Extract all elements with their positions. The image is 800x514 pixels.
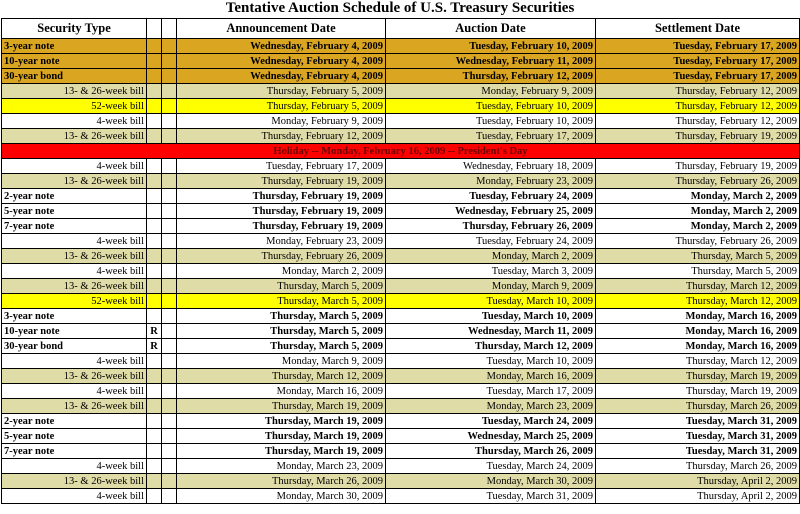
reopening-flag-cell	[147, 429, 162, 444]
announcement-date-cell: Wednesday, February 4, 2009	[177, 69, 386, 84]
security-type-cell: 10-year note	[2, 54, 147, 69]
reopening-flag-cell	[147, 129, 162, 144]
table-row	[2, 384, 800, 399]
table-row	[2, 294, 800, 309]
settlement-date-cell: Thursday, April 2, 2009	[596, 474, 800, 489]
blank-cell	[162, 204, 177, 219]
settlement-date-cell: Thursday, February 12, 2009	[596, 84, 800, 99]
settlement-date-cell: Tuesday, February 17, 2009	[596, 54, 800, 69]
blank-cell	[162, 294, 177, 309]
announcement-date-cell: Thursday, March 19, 2009	[177, 399, 386, 414]
blank-cell	[162, 384, 177, 399]
auction-date-cell: Tuesday, March 3, 2009	[386, 264, 596, 279]
table-row	[2, 174, 800, 189]
reopening-flag-cell	[147, 369, 162, 384]
table-row	[2, 459, 800, 474]
settlement-date-cell: Monday, March 2, 2009	[596, 189, 800, 204]
blank-cell	[162, 189, 177, 204]
auction-date-cell: Tuesday, March 31, 2009	[386, 489, 596, 504]
auction-date-cell: Tuesday, February 24, 2009	[386, 189, 596, 204]
reopening-flag-cell	[147, 114, 162, 129]
blank-cell	[162, 414, 177, 429]
blank-cell	[162, 39, 177, 54]
announcement-date-cell: Thursday, February 5, 2009	[177, 99, 386, 114]
announcement-date-cell: Thursday, March 26, 2009	[177, 474, 386, 489]
reopening-flag-cell	[147, 399, 162, 414]
settlement-date-cell: Tuesday, March 31, 2009	[596, 444, 800, 459]
reopening-flag-cell	[147, 189, 162, 204]
blank-cell	[162, 444, 177, 459]
blank-cell	[162, 129, 177, 144]
reopening-flag-cell	[147, 354, 162, 369]
security-type-cell: 4-week bill	[2, 114, 147, 129]
security-type-cell: 10-year note	[2, 324, 147, 339]
table-row	[2, 189, 800, 204]
announcement-date-cell: Thursday, March 5, 2009	[177, 309, 386, 324]
header-row	[2, 19, 800, 39]
table-row	[2, 489, 800, 504]
holiday-row	[2, 144, 800, 159]
security-type-cell: 5-year note	[2, 429, 147, 444]
settlement-date-cell: Tuesday, February 17, 2009	[596, 69, 800, 84]
security-type-cell: 13- & 26-week bill	[2, 399, 147, 414]
reopening-flag-cell	[147, 249, 162, 264]
announcement-date-cell: Thursday, March 12, 2009	[177, 369, 386, 384]
announcement-date-cell: Wednesday, February 4, 2009	[177, 54, 386, 69]
table-row	[2, 444, 800, 459]
security-type-cell: 7-year note	[2, 444, 147, 459]
settlement-date-cell: Thursday, March 5, 2009	[596, 264, 800, 279]
table-row	[2, 339, 800, 354]
settlement-date-cell: Thursday, March 26, 2009	[596, 459, 800, 474]
reopening-flag-cell	[147, 279, 162, 294]
blank-cell	[162, 399, 177, 414]
table-row	[2, 84, 800, 99]
auction-date-cell: Thursday, March 26, 2009	[386, 444, 596, 459]
reopening-flag-cell	[147, 489, 162, 504]
blank-cell	[162, 459, 177, 474]
settlement-date-cell: Monday, March 16, 2009	[596, 309, 800, 324]
blank-cell	[162, 69, 177, 84]
auction-schedule-table	[1, 18, 800, 504]
reopening-flag-cell	[147, 264, 162, 279]
blank-cell	[162, 354, 177, 369]
announcement-date-cell: Thursday, March 5, 2009	[177, 279, 386, 294]
auction-date-cell: Monday, February 23, 2009	[386, 174, 596, 189]
security-type-cell: 30-year bond	[2, 339, 147, 354]
holiday-notice: Holiday -- Monday, February 16, 2009 -- President's Day	[2, 144, 800, 159]
table-row	[2, 39, 800, 54]
announcement-date-cell: Monday, March 16, 2009	[177, 384, 386, 399]
blank-cell	[162, 339, 177, 354]
auction-date-cell: Thursday, March 12, 2009	[386, 339, 596, 354]
blank-cell	[162, 309, 177, 324]
auction-date-cell: Tuesday, March 10, 2009	[386, 309, 596, 324]
announcement-date-cell: Thursday, March 19, 2009	[177, 444, 386, 459]
reopening-flag-cell	[147, 294, 162, 309]
settlement-date-cell: Thursday, April 2, 2009	[596, 489, 800, 504]
auction-date-cell: Wednesday, February 25, 2009	[386, 204, 596, 219]
announcement-date-cell: Thursday, March 19, 2009	[177, 429, 386, 444]
security-type-cell: 13- & 26-week bill	[2, 369, 147, 384]
table-row	[2, 264, 800, 279]
security-type-cell: 4-week bill	[2, 264, 147, 279]
settlement-date-cell: Thursday, March 12, 2009	[596, 354, 800, 369]
page-title: Tentative Auction Schedule of U.S. Treasury Securities	[225, 0, 575, 16]
reopening-flag-cell	[147, 174, 162, 189]
announcement-date-cell: Thursday, March 19, 2009	[177, 414, 386, 429]
table-row	[2, 324, 800, 339]
settlement-date-cell: Thursday, February 26, 2009	[596, 234, 800, 249]
settlement-date-cell: Thursday, March 5, 2009	[596, 249, 800, 264]
reopening-flag-cell	[147, 459, 162, 474]
settlement-date-cell: Tuesday, March 31, 2009	[596, 414, 800, 429]
settlement-date-cell: Thursday, February 19, 2009	[596, 159, 800, 174]
reopening-flag-cell: R	[147, 339, 162, 354]
auction-date-cell: Wednesday, March 11, 2009	[386, 324, 596, 339]
settlement-date-cell: Thursday, February 19, 2009	[596, 129, 800, 144]
security-type-cell: 30-year bond	[2, 69, 147, 84]
announcement-date-cell: Monday, February 23, 2009	[177, 234, 386, 249]
security-type-cell: 2-year note	[2, 414, 147, 429]
security-type-cell: 5-year note	[2, 204, 147, 219]
blank-cell	[162, 369, 177, 384]
auction-date-cell: Tuesday, February 10, 2009	[386, 99, 596, 114]
table-row	[2, 54, 800, 69]
security-type-cell: 52-week bill	[2, 294, 147, 309]
announcement-date-cell: Thursday, March 5, 2009	[177, 294, 386, 309]
table-row	[2, 414, 800, 429]
reopening-flag-cell	[147, 159, 162, 174]
security-type-cell: 13- & 26-week bill	[2, 84, 147, 99]
auction-date-cell: Tuesday, March 24, 2009	[386, 459, 596, 474]
auction-date-cell: Monday, March 9, 2009	[386, 279, 596, 294]
blank-cell	[162, 489, 177, 504]
table-row	[2, 429, 800, 444]
announcement-date-cell: Monday, March 9, 2009	[177, 354, 386, 369]
security-type-cell: 13- & 26-week bill	[2, 129, 147, 144]
blank-cell	[162, 264, 177, 279]
security-type-cell: 13- & 26-week bill	[2, 474, 147, 489]
announcement-date-cell: Thursday, February 26, 2009	[177, 249, 386, 264]
settlement-date-cell: Thursday, March 12, 2009	[596, 279, 800, 294]
announcement-date-cell: Thursday, February 5, 2009	[177, 84, 386, 99]
header-security-type: Security Type	[2, 19, 147, 39]
table-row	[2, 69, 800, 84]
settlement-date-cell: Thursday, March 12, 2009	[596, 294, 800, 309]
reopening-flag-cell	[147, 309, 162, 324]
table-row	[2, 249, 800, 264]
settlement-date-cell: Thursday, March 19, 2009	[596, 369, 800, 384]
table-row	[2, 204, 800, 219]
schedule-body	[2, 39, 800, 504]
blank-cell	[162, 219, 177, 234]
auction-date-cell: Tuesday, February 10, 2009	[386, 39, 596, 54]
auction-date-cell: Monday, March 16, 2009	[386, 369, 596, 384]
reopening-flag-cell	[147, 54, 162, 69]
reopening-flag-cell	[147, 414, 162, 429]
blank-cell	[162, 279, 177, 294]
security-type-cell: 4-week bill	[2, 159, 147, 174]
auction-date-cell: Tuesday, March 17, 2009	[386, 384, 596, 399]
settlement-date-cell: Monday, March 16, 2009	[596, 324, 800, 339]
announcement-date-cell: Thursday, February 19, 2009	[177, 219, 386, 234]
blank-cell	[162, 159, 177, 174]
settlement-date-cell: Tuesday, March 31, 2009	[596, 429, 800, 444]
auction-date-cell: Tuesday, February 10, 2009	[386, 114, 596, 129]
blank-cell	[162, 54, 177, 69]
settlement-date-cell: Thursday, March 19, 2009	[596, 384, 800, 399]
blank-cell	[162, 114, 177, 129]
blank-cell	[162, 324, 177, 339]
settlement-date-cell: Thursday, February 12, 2009	[596, 99, 800, 114]
auction-date-cell: Wednesday, February 18, 2009	[386, 159, 596, 174]
security-type-cell: 4-week bill	[2, 489, 147, 504]
auction-date-cell: Thursday, February 12, 2009	[386, 69, 596, 84]
announcement-date-cell: Thursday, March 5, 2009	[177, 339, 386, 354]
security-type-cell: 4-week bill	[2, 354, 147, 369]
reopening-flag-cell	[147, 204, 162, 219]
reopening-flag-cell	[147, 99, 162, 114]
table-row	[2, 309, 800, 324]
settlement-date-cell: Monday, March 2, 2009	[596, 204, 800, 219]
table-row	[2, 399, 800, 414]
auction-date-cell: Tuesday, February 17, 2009	[386, 129, 596, 144]
table-row	[2, 279, 800, 294]
settlement-date-cell: Monday, March 2, 2009	[596, 219, 800, 234]
blank-cell	[162, 99, 177, 114]
security-type-cell: 52-week bill	[2, 99, 147, 114]
blank-cell	[162, 429, 177, 444]
blank-cell	[162, 249, 177, 264]
auction-date-cell: Tuesday, March 24, 2009	[386, 414, 596, 429]
announcement-date-cell: Tuesday, February 17, 2009	[177, 159, 386, 174]
announcement-date-cell: Thursday, February 12, 2009	[177, 129, 386, 144]
blank-cell	[162, 474, 177, 489]
settlement-date-cell: Thursday, March 26, 2009	[596, 399, 800, 414]
table-row	[2, 234, 800, 249]
reopening-flag-cell	[147, 84, 162, 99]
table-row	[2, 369, 800, 384]
auction-date-cell: Monday, March 30, 2009	[386, 474, 596, 489]
security-type-cell: 4-week bill	[2, 459, 147, 474]
reopening-flag-cell	[147, 384, 162, 399]
table-row	[2, 354, 800, 369]
auction-date-cell: Tuesday, March 10, 2009	[386, 354, 596, 369]
header-settlement-date: Settlement Date	[596, 19, 800, 39]
auction-date-cell: Thursday, February 26, 2009	[386, 219, 596, 234]
security-type-cell: 13- & 26-week bill	[2, 174, 147, 189]
announcement-date-cell: Thursday, March 5, 2009	[177, 324, 386, 339]
auction-date-cell: Tuesday, February 24, 2009	[386, 234, 596, 249]
security-type-cell: 7-year note	[2, 219, 147, 234]
announcement-date-cell: Monday, February 9, 2009	[177, 114, 386, 129]
security-type-cell: 4-week bill	[2, 234, 147, 249]
security-type-cell: 13- & 26-week bill	[2, 279, 147, 294]
announcement-date-cell: Thursday, February 19, 2009	[177, 189, 386, 204]
reopening-flag-cell	[147, 444, 162, 459]
header-blank-column	[162, 19, 177, 39]
blank-cell	[162, 234, 177, 249]
auction-date-cell: Monday, March 23, 2009	[386, 399, 596, 414]
reopening-flag-cell	[147, 69, 162, 84]
header-announcement-date: Announcement Date	[177, 19, 386, 39]
auction-date-cell: Wednesday, February 11, 2009	[386, 54, 596, 69]
auction-date-cell: Monday, March 2, 2009	[386, 249, 596, 264]
security-type-cell: 3-year note	[2, 39, 147, 54]
table-row	[2, 99, 800, 114]
reopening-flag-cell: R	[147, 324, 162, 339]
blank-cell	[162, 174, 177, 189]
announcement-date-cell: Monday, March 23, 2009	[177, 459, 386, 474]
settlement-date-cell: Thursday, February 12, 2009	[596, 114, 800, 129]
settlement-date-cell: Tuesday, February 17, 2009	[596, 39, 800, 54]
reopening-flag-cell	[147, 219, 162, 234]
table-row	[2, 129, 800, 144]
announcement-date-cell: Wednesday, February 4, 2009	[177, 39, 386, 54]
announcement-date-cell: Monday, March 30, 2009	[177, 489, 386, 504]
announcement-date-cell: Thursday, February 19, 2009	[177, 174, 386, 189]
header-flag-column	[147, 19, 162, 39]
security-type-cell: 4-week bill	[2, 384, 147, 399]
security-type-cell: 3-year note	[2, 309, 147, 324]
security-type-cell: 13- & 26-week bill	[2, 249, 147, 264]
table-row	[2, 159, 800, 174]
table-row	[2, 114, 800, 129]
auction-date-cell: Wednesday, March 25, 2009	[386, 429, 596, 444]
reopening-flag-cell	[147, 234, 162, 249]
auction-date-cell: Tuesday, March 10, 2009	[386, 294, 596, 309]
settlement-date-cell: Thursday, February 26, 2009	[596, 174, 800, 189]
header-auction-date: Auction Date	[386, 19, 596, 39]
settlement-date-cell: Monday, March 16, 2009	[596, 339, 800, 354]
announcement-date-cell: Monday, March 2, 2009	[177, 264, 386, 279]
auction-date-cell: Monday, February 9, 2009	[386, 84, 596, 99]
table-row	[2, 474, 800, 489]
blank-cell	[162, 84, 177, 99]
reopening-flag-cell	[147, 39, 162, 54]
announcement-date-cell: Thursday, February 19, 2009	[177, 204, 386, 219]
security-type-cell: 2-year note	[2, 189, 147, 204]
reopening-flag-cell	[147, 474, 162, 489]
table-row	[2, 219, 800, 234]
